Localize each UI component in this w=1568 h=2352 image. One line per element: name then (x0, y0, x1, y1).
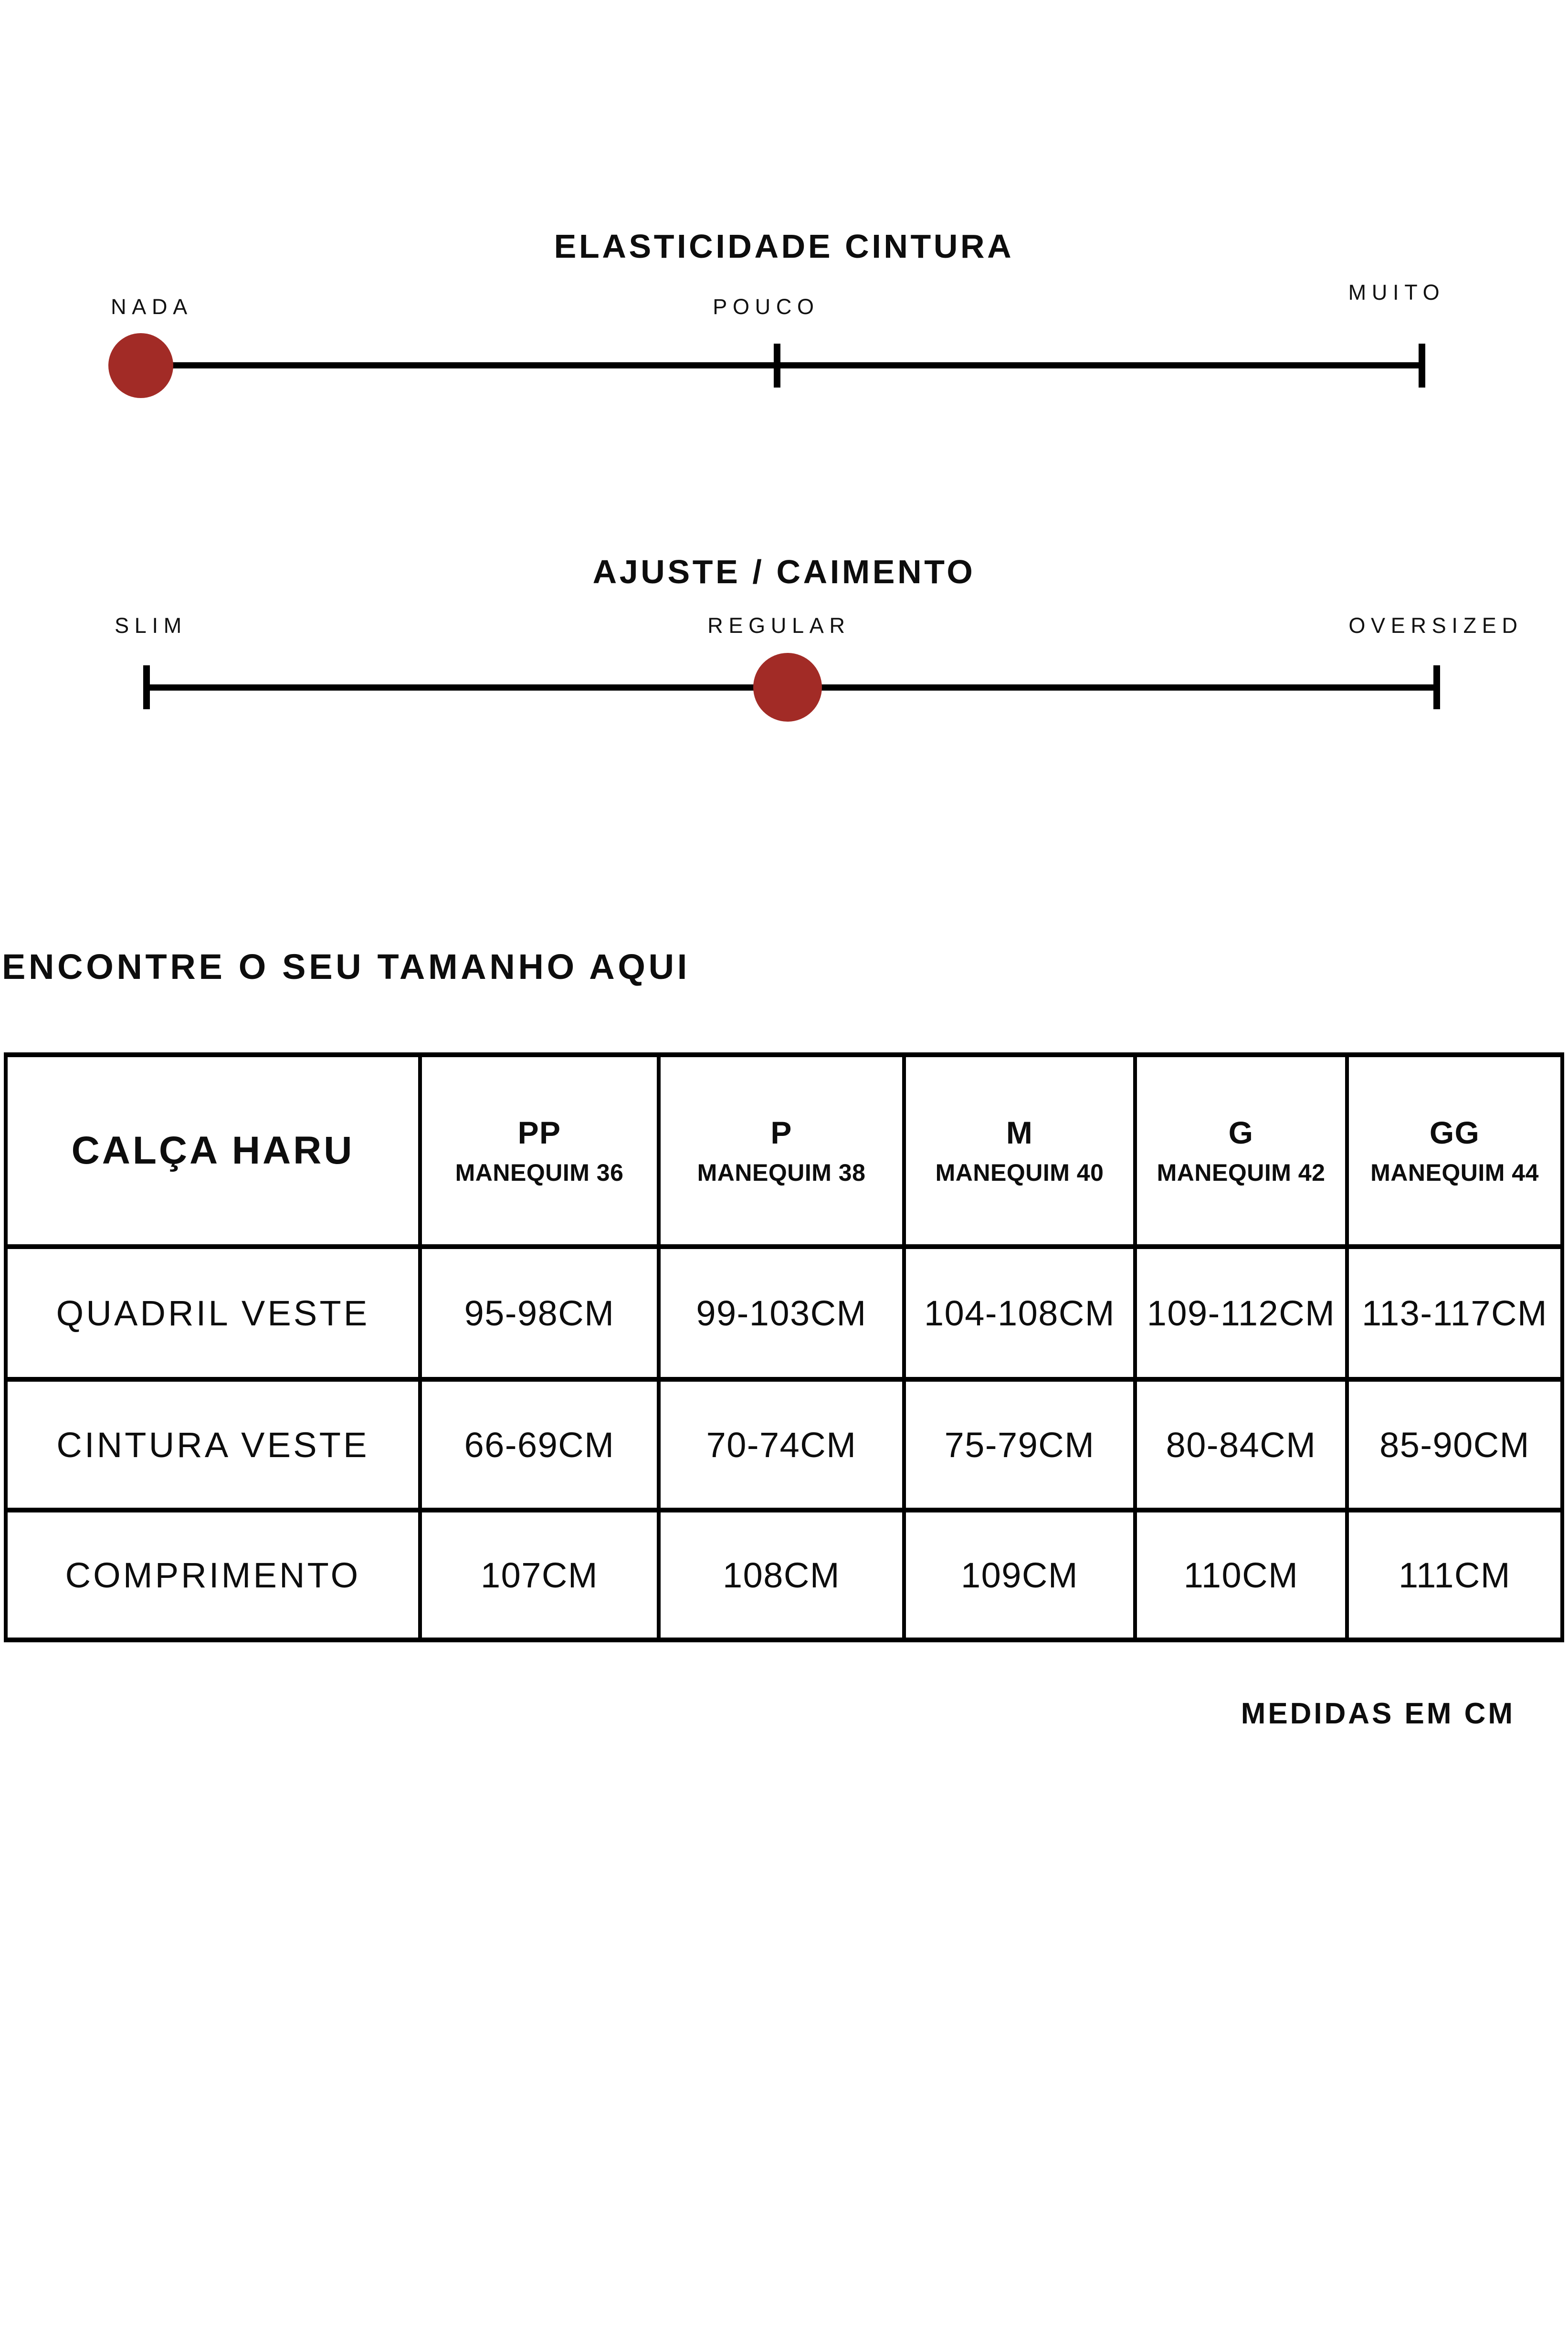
elasticity-label-pouco: POUCO (713, 294, 820, 319)
size-letter: M (1006, 1115, 1033, 1150)
size-column-header-g (1137, 1057, 1345, 1244)
table-cell: 95-98CM (422, 1249, 657, 1377)
table-cell: 70-74CM (661, 1382, 902, 1508)
table-cell: 108CM (661, 1512, 902, 1638)
elasticity-label-muito: MUITO (1348, 280, 1445, 304)
table-cell: 75-79CM (906, 1382, 1133, 1508)
elasticity-slider-track (141, 362, 1422, 368)
size-mannequin: MANEQUIM 44 (1370, 1159, 1539, 1186)
size-letter: G (1228, 1115, 1254, 1150)
size-guide-heading: ENCONTRE O SEU TAMANHO AQUI (2, 947, 690, 987)
table-cell: 113-117CM (1349, 1249, 1560, 1377)
size-mannequin: MANEQUIM 36 (455, 1159, 624, 1186)
elasticity-value-dot (108, 333, 173, 398)
measurements-footnote: MEDIDAS EM CM (1241, 1697, 1515, 1730)
size-table (4, 1052, 1564, 1642)
size-mannequin: MANEQUIM 42 (1157, 1159, 1326, 1186)
fit-label-slim: SLIM (115, 613, 187, 638)
table-cell: 80-84CM (1137, 1382, 1345, 1508)
row-label-comprimento: COMPRIMENTO (8, 1512, 418, 1638)
size-column-header-m (906, 1057, 1133, 1244)
fit-label-regular: REGULAR (707, 613, 851, 638)
size-column-header-p (661, 1057, 902, 1244)
table-cell: 85-90CM (1349, 1382, 1560, 1508)
table-cell: 109CM (906, 1512, 1133, 1638)
table-cell: 110CM (1137, 1512, 1345, 1638)
size-mannequin: MANEQUIM 40 (935, 1159, 1104, 1186)
row-label-cintura: CINTURA VESTE (8, 1382, 418, 1508)
elasticity-slider-title: ELASTICIDADE CINTURA (554, 228, 1014, 265)
fit-value-dot (753, 653, 822, 722)
elasticity-label-nada: NADA (111, 294, 193, 319)
table-cell: 109-112CM (1137, 1249, 1345, 1377)
fit-slider-title: AJUSTE / CAIMENTO (592, 553, 976, 590)
fit-label-oversized: OVERSIZED (1348, 613, 1523, 638)
fit-tick-slim (143, 665, 150, 709)
table-cell: 66-69CM (422, 1382, 657, 1508)
table-cell: 107CM (422, 1512, 657, 1638)
product-name-cell: CALÇA HARU (8, 1057, 418, 1244)
elasticity-tick-muito (1419, 344, 1425, 388)
row-label-quadril: QUADRIL VESTE (8, 1249, 418, 1377)
table-cell: 104-108CM (906, 1249, 1133, 1377)
size-column-header-gg (1349, 1057, 1560, 1244)
table-cell: 111CM (1349, 1512, 1560, 1638)
elasticity-tick-pouco (774, 344, 780, 388)
fit-tick-oversized (1433, 665, 1440, 709)
size-letter: P (770, 1115, 792, 1150)
size-column-header-pp (422, 1057, 657, 1244)
size-mannequin: MANEQUIM 38 (697, 1159, 866, 1186)
size-letter: PP (517, 1115, 561, 1150)
table-cell: 99-103CM (661, 1249, 902, 1377)
size-letter: GG (1429, 1115, 1480, 1150)
